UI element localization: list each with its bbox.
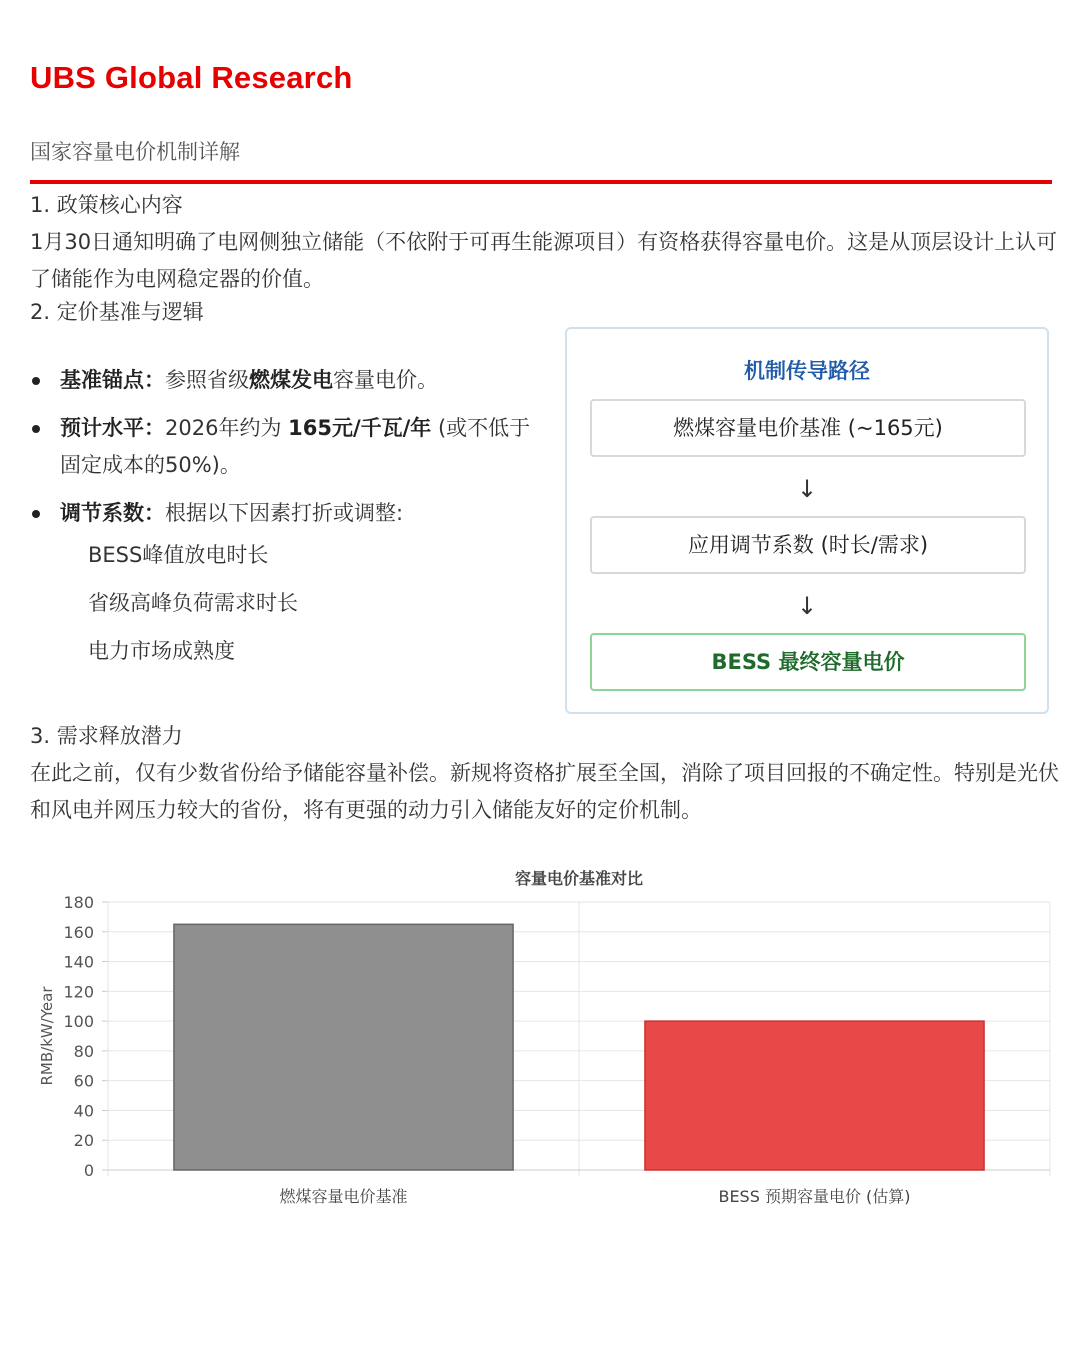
bar-1	[174, 924, 513, 1170]
y-tick-label: 180	[63, 893, 94, 912]
bullet-bold: 165元/千瓦/年	[288, 416, 432, 440]
bullet-label: 预计水平：	[60, 416, 165, 440]
y-tick-label: 100	[63, 1012, 94, 1032]
factor-item: BESS峰值放电时长	[88, 543, 269, 567]
section2-heading	[30, 294, 1060, 331]
y-tick-label: 160	[63, 922, 94, 942]
comparison-bar-chart	[0, 850, 1080, 1230]
header-divider	[30, 180, 1052, 184]
bullet-text: 容量电价。	[333, 368, 438, 392]
chart-title: 容量电价基准对比	[514, 869, 644, 888]
y-tick-label: 140	[63, 952, 94, 972]
y-tick-label: 20	[73, 1131, 94, 1151]
bullet-text: 根据以下因素打折或调整:	[165, 501, 404, 525]
mechanism-flow-diagram	[565, 327, 1049, 714]
factor-item: 省级高峰负荷需求时长	[88, 591, 298, 615]
bullet-text: (或不低于固定成本的50%)。	[60, 416, 531, 477]
bar-2	[645, 1021, 984, 1170]
section3-heading: 3. 需求释放潜力	[30, 724, 183, 748]
flow-step-base: 燃煤容量电价基准 (~165元)	[590, 399, 1026, 457]
factor-item: 电力市场成熟度	[88, 639, 235, 663]
bullet-text: 2026年约为	[165, 416, 289, 440]
y-tick-label: 80	[73, 1041, 94, 1061]
section2-heading-text: 2. 定价基准与逻辑	[30, 300, 204, 324]
section1	[30, 187, 1060, 298]
y-tick-label: 0	[83, 1161, 94, 1180]
section1-body: 1月30日通知明确了电网侧独立储能（不依附于可再生能源项目）有资格获得容量电价。这是从顶层设计上认可了储能作为电网稳定器的价值。	[30, 230, 1058, 291]
flow-title: 机制传导路径	[744, 359, 870, 383]
x-tick-label: 燃煤容量电价基准	[279, 1187, 408, 1206]
factor-list	[88, 537, 298, 681]
bullet-label: 基准锚点：	[60, 368, 165, 392]
arrow-down-icon: ↓	[796, 592, 818, 620]
bullet-level	[30, 410, 550, 484]
section3	[30, 718, 1060, 829]
bullet-anchor	[30, 362, 550, 399]
brand-title: UBS Global Research	[30, 60, 353, 95]
section3-body: 在此之前，仅有少数省份给予储能容量补偿。新规将资格扩展至全国，消除了项目回报的不确定性。特别是光伏和风电并网压力较大的省份，将有更强的动力引入储能友好的定价机制。	[30, 761, 1059, 822]
y-tick-label: 40	[73, 1101, 94, 1121]
y-axis-label: RMB/kW/Year	[38, 986, 56, 1086]
bullet-label: 调节系数：	[60, 501, 165, 525]
bullet-coefficient	[30, 495, 550, 532]
pricing-bullets	[30, 362, 550, 543]
section1-heading: 1. 政策核心内容	[30, 193, 183, 217]
arrow-down-icon: ↓	[796, 475, 818, 503]
bullet-text: 参照省级	[165, 368, 249, 392]
x-tick-label: BESS 预期容量电价 (估算)	[718, 1187, 911, 1206]
y-tick-label: 60	[73, 1071, 94, 1091]
y-tick-label: 120	[63, 982, 94, 1002]
bullet-bold: 燃煤发电	[249, 368, 333, 392]
flow-step-final: BESS 最终容量电价	[590, 633, 1026, 691]
flow-step-coefficient: 应用调节系数 (时长/需求)	[590, 516, 1026, 574]
page-subtitle: 国家容量电价机制详解	[30, 140, 240, 164]
